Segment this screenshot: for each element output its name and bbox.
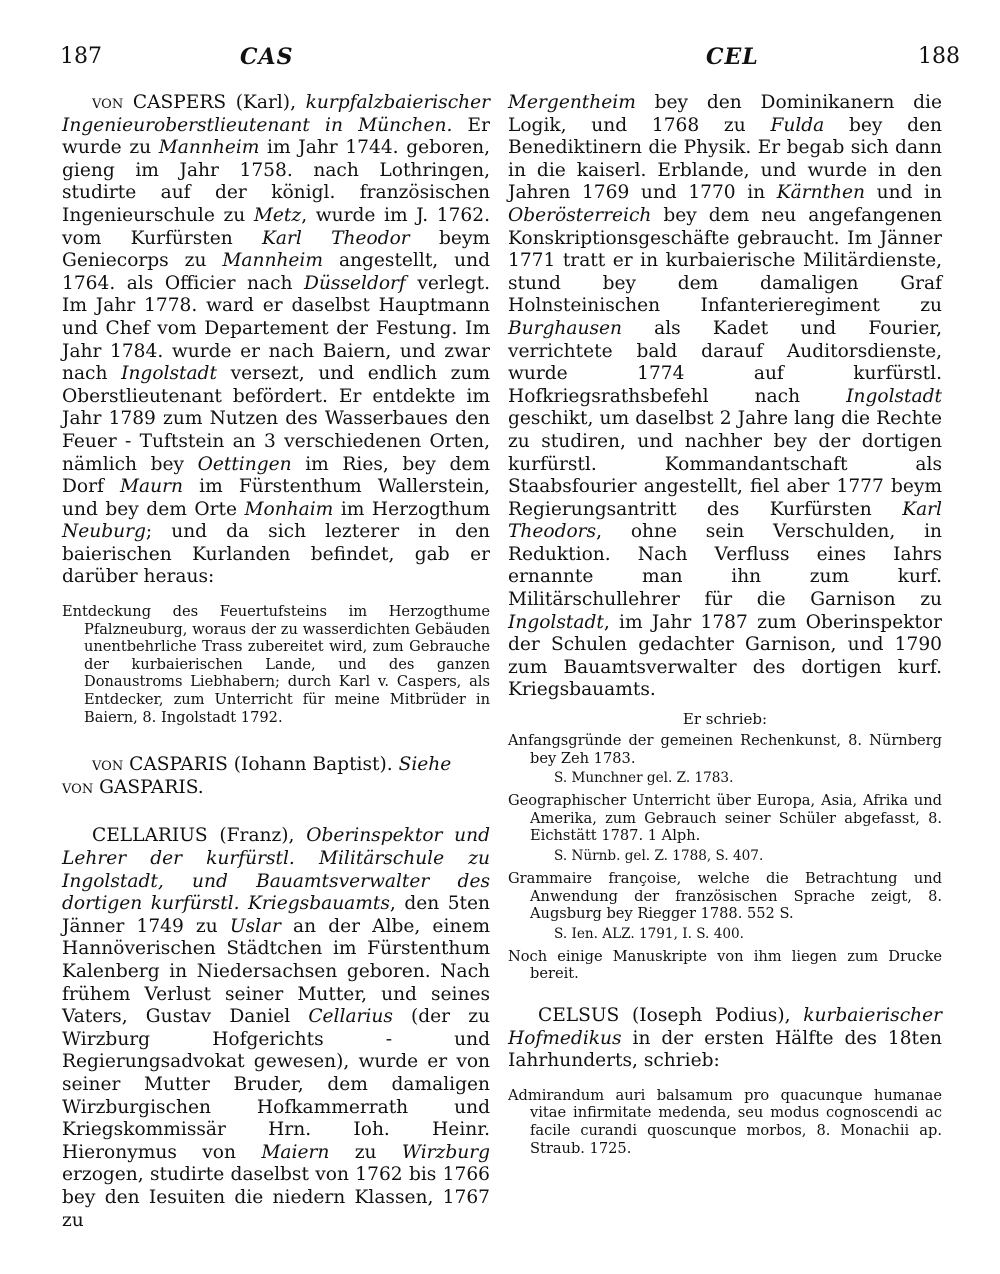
publication-item: Entdeckung des Feuertufsteins im Herzogthume Pfalzneuburg, woraus der zu wasserdichten Gebäuden unentbehrliche Trass zubereitet wird, zum Gebrauche der kurbaierischen Lande, und des ganzen Donaustroms Liebhabern; durch Karl v. Caspers, als Entdecker, zum Unterricht für meine Mitbrüder in Baiern, 8. Ingolstadt 1792.	[62, 603, 490, 726]
review-reference: S. Munchner gel. Z. 1783.	[554, 770, 734, 787]
entry-casparis: von CASPARIS (Iohann Baptist). Siehe von GASPARIS.	[62, 754, 452, 798]
page-number-right: 188	[918, 44, 960, 69]
works-heading: Er schrieb:	[682, 710, 768, 729]
publication-item: Grammaire françoise, welche die Betrachtung und Anwendung der französischen Sprache zeigt, 8. Augsburg bey Riegger 1788. 552 S.	[508, 870, 942, 923]
publication-item: Geographischer Unterricht über Europa, Asia, Afrika und Amerika, zum Gebrauch seiner Schüler abgefasst, 8. Eichstätt 1787. 1 Alph.	[508, 792, 942, 845]
entry-name: CELLARIUS	[92, 825, 208, 847]
running-head-left: CAS	[240, 44, 294, 70]
entry-cellarius-continued: Mergentheim bey den Dominikanern die Logik, und 1768 zu Fulda bey den Benediktinern die Physik. Er begab sich dann in die kaiserl. Erblande, und wurde in den Jahren 1769 und 1770 in Kärnthen und in Oberösterreich bey dem neu angefangenen Konskriptionsgeschäfte gebraucht. Im Jänner 1771 tratt er in kurbaierische Militärdienste, stund bey dem damaligen Graf Holnsteinischen Infanterieregiment zu Burghausen als Kadet und Fourier, verrichtete bald darauf Auditorsdienste, wurde 1774 auf kurfürstl. Hofkriegsrathsbefehl nach Ingolstadt geschikt, um daselbst 2 Jahre lang die Rechte zu studiren, und nachher bey der dortigen kurfürstl. Kommandantschaft als Staabsfourier angestellt, fiel aber 1777 beym Regierungsantritt des Kurfürsten Karl Theodors, ohne sein Verschulden, in Reduktion. Nach Verfluss eines Iahrs ernannte man ihn zum kurf. Militärschullehrer für die Garnison zu Ingolstadt, im Jahr 1787 zum Oberinspektor der Schulen gedachter Garnison, und 1790 zum Bauamtsverwalter des dortigen kurf. Kriegsbauamts.	[508, 92, 942, 701]
review-reference: S. Nürnb. gel. Z. 1788, S. 407.	[554, 848, 764, 864]
entry-name: CELSUS	[538, 1004, 620, 1026]
left-column	[62, 92, 490, 1232]
publication-item: Admirandum auri balsamum pro quacunque humanae vitae infirmitate medenda, seu modus cognoscendi ac facile curandi quoscunque morbos, 8. Monachii ap. Straub. 1725.	[508, 1086, 942, 1157]
page-number-left: 187	[60, 44, 102, 69]
entry-name: von CASPERS	[92, 92, 227, 113]
entry-caspers: von CASPERS (Karl), kurpfalzbaierischer Ingenieuroberstlieutenant in München. Er wurde zu Mannheim im Jahr 1744. geboren, gieng im Jahr 1758. nach Lothringen, studirte auf der königl. französischen Ingenieurschule zu Metz, wurde im J. 1762. vom Kurfürsten Karl Theodor beym Geniecorps zu Mannheim angestellt, und 1764. als Officier nach Düsseldorf verlegt. Im Jahr 1778. ward er daselbst Hauptmann und Chef vom Departement der Festung. Im Jahr 1784. wurde er nach Baiern, und zwar nach Ingolstadt versezt, und endlich zum Oberstlieutenant befördert. Er entdekte im Jahr 1789 zum Nutzen des Wasserbaues den Feuer - Tuftstein an 3 verschiedenen Orten, nämlich bey Oettingen im Ries, bey dem Dorf Maurn im Fürstenthum Wallerstein, und bey dem Orte Monhaim im Herzogthum Neuburg; und da sich lezterer in den baierischen Kurlanden befindet, gab er darüber heraus:	[62, 92, 491, 588]
entry-celsus: CELSUS (Ioseph Podius), kurbaierischer Hofmedikus in der ersten Hälfte des 18ten Iahrhunderts, schrieb:	[508, 1004, 942, 1072]
entry-name: von CASPARIS	[92, 754, 228, 776]
review-reference: S. Ien. ALZ. 1791, I. S. 400.	[554, 925, 744, 942]
right-column	[508, 92, 942, 1157]
entry-cellarius: CELLARIUS (Franz), Oberinspektor und Lehrer der kurfürstl. Militärschule zu Ingolstadt, und Bauamtsverwalter des dortigen kurfürstl. Kriegsbauamts, den 5ten Jänner 1749 zu Uslar an der Albe, einem Hannöverischen Städtchen im Fürstenthum Kalenberg in Niedersachsen geboren. Nach frühem Verlust seiner Mutter, und seines Vaters, Gustav Daniel Cellarius (der zu Wirzburg Hofgerichts - und Regierungsadvokat gewesen), wurde er von seiner Mutter Bruder, dem damaligen Wirzburgischen Hofkammerrath und Kriegskommissär Hrn. Ioh. Heinr. Hieronymus von Maiern zu Wirzburg erzogen, studirte daselbst von 1762 bis 1766 bey den Iesuiten die niedern Klassen, 1767 zu	[62, 825, 491, 1231]
publication-item: Noch einige Manuskripte von ihm liegen zum Drucke bereit.	[508, 947, 942, 983]
running-head-right: CEL	[706, 44, 759, 70]
publication-item: Anfangsgründe der gemeinen Rechenkunst, 8. Nürnberg bey Zeh 1783.	[508, 732, 942, 767]
cross-reference: von GASPARIS.	[62, 776, 204, 798]
